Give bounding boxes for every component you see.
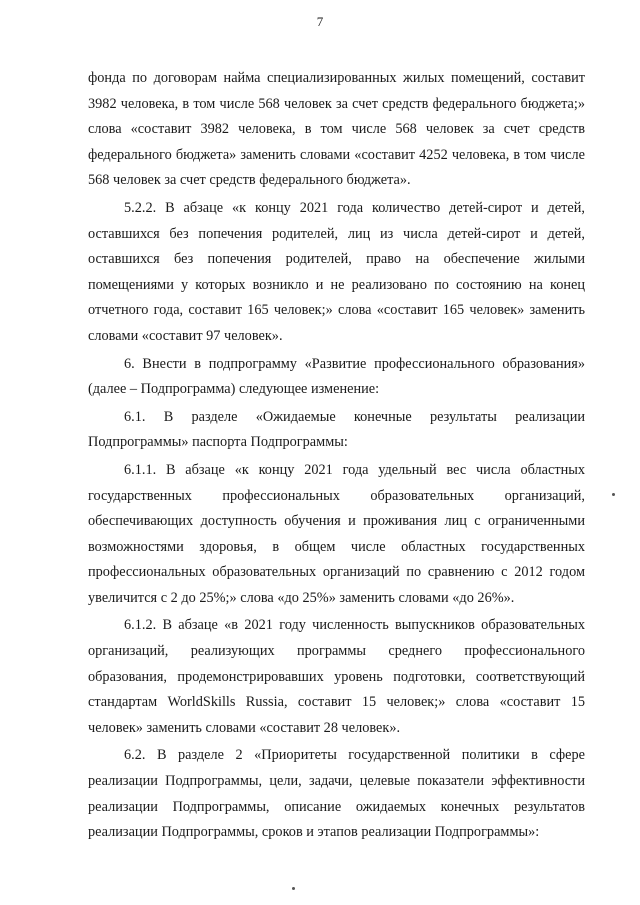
- paragraph-6-1-1: 6.1.1. В абзаце «к концу 2021 года удельный вес числа областных государственных профессиональных образовательных организаций, обеспечивающих доступность обучения и проживания лиц с ограниченными возможностями здоровья, в общем числе областных государственных профессиональных образовательных организаций по сравнению с 2012 годом увеличится с 2 до 25%;» слова «до 25%» заменить словами «до 26%».: [88, 461, 585, 606]
- scan-speck: [612, 493, 615, 496]
- paragraph-6-2: 6.2. В разделе 2 «Приоритеты государственной политики в сфере реализации Подпрограммы, цели, задачи, целевые показатели эффективности реализации Подпрограммы, описание ожидаемых конечных результатов реализации Подпрограммы, сроков и этапов реализации Подпрограммы»:: [88, 747, 585, 841]
- paragraph-5-2-2: 5.2.2. В абзаце «к концу 2021 года количество детей-сирот и детей, оставшихся без попечения родителей, лиц из числа детей-сирот и детей, оставшихся без попечения родителей, право на обеспечение жилыми помещениями у которых возникло и не реализовано по состоянию на конец отчетного года, составит 165 человек;» слова «составит 165 человек» заменить словами «составит 97 человек».: [88, 199, 585, 344]
- paragraph-continuation: фонда по договорам найма специализированных жилых помещений, составит 3982 человека, в том числе 568 человек за счет средств федерального бюджета;» слова «составит 3982 человека, в том числе 568 человек за счет средств федерального бюджета» заменить словами «составит 4252 человека, в том числе 568 человек за счет средств федерального бюджета».: [88, 70, 585, 189]
- paragraph-6-1: 6.1. В разделе «Ожидаемые конечные результаты реализации Подпрограммы» паспорта Подпрограммы:: [88, 408, 585, 451]
- page-number: 7: [316, 14, 324, 29]
- document-body: [88, 66, 585, 846]
- paragraph-6-1-2: 6.1.2. В абзаце «в 2021 году численность выпускников образовательных организаций, реализующих программы среднего профессионального образования, продемонстрировавших уровень подготовки, соответствующий стандартам WorldSkills Russia, составит 15 человек;» слова «составит 15 человек» заменить словами «составит 28 человек».: [88, 617, 585, 736]
- paragraph-6: 6. Внести в подпрограмму «Развитие профессионального образования» (далее – Подпрограмма) следующее изменение:: [88, 355, 585, 398]
- scan-speck: [292, 887, 295, 890]
